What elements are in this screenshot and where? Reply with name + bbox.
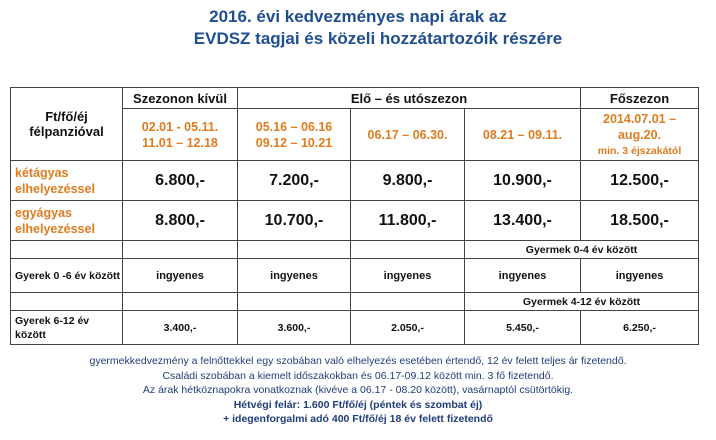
child-0-6-value: ingyenes — [351, 259, 465, 293]
child-0-6-label: Gyerek 0 -6 év között — [11, 259, 123, 293]
table-row-single — [11, 201, 699, 241]
single-price: 8.800,- — [123, 201, 238, 241]
child-0-6-value: ingyenes — [123, 259, 238, 293]
double-price: 7.200,- — [238, 161, 351, 201]
child-6-12-value: 2.050,- — [351, 311, 465, 345]
period-1: 02.01 - 05.11. 11.01 – 12.18 — [123, 109, 238, 161]
child-6-12-value: 3.600,- — [238, 311, 351, 345]
child-6-12-label: Gyerek 6-12 év között — [11, 311, 123, 345]
table-row-child-4-12-header — [11, 293, 699, 311]
double-price: 12.500,- — [581, 161, 699, 201]
double-price: 6.800,- — [123, 161, 238, 201]
child-6-12-value: 5.450,- — [465, 311, 581, 345]
period-3: 06.17 – 06.30. — [351, 109, 465, 161]
child-0-4-header: Gyermek 0-4 év között — [465, 241, 699, 259]
period-4: 08.21 – 09.11. — [465, 109, 581, 161]
footer-notes — [0, 354, 716, 427]
child-0-6-value: ingyenes — [238, 259, 351, 293]
child-6-12-value: 6.250,- — [581, 311, 699, 345]
single-price: 11.800,- — [351, 201, 465, 241]
page-title — [0, 6, 716, 50]
footer-note: Az árak hétköznapokra vonatkoznak (kivéve a 06.17 - 08.20 között), vasárnaptól csütörtökig. — [142, 384, 574, 396]
title-line-2: EVDSZ tagjai és közeli hozzátartozóik részére — [193, 29, 563, 48]
weekend-surcharge-note: Hétvégi felár: 1.600 Ft/fő/éj (péntek és szombat éj) — [233, 398, 483, 411]
double-price: 9.800,- — [351, 161, 465, 201]
season-pre-post-header: Elő – és utószezon — [238, 88, 581, 109]
double-room-label: kétágyas elhelyezéssel — [11, 161, 123, 201]
child-4-12-header: Gyermek 4-12 év között — [465, 293, 699, 311]
child-0-6-value: ingyenes — [465, 259, 581, 293]
table-corner-label: Ft/fő/éj félpanzióval — [11, 88, 123, 161]
child-6-12-value: 3.400,- — [123, 311, 238, 345]
single-price: 18.500,- — [581, 201, 699, 241]
single-price: 10.700,- — [238, 201, 351, 241]
child-0-6-value: ingyenes — [581, 259, 699, 293]
tourist-tax-note: + idegenforgalmi adó 400 Ft/fő/éj 18 év felett fizetendő — [223, 413, 493, 425]
season-main-header: Főszezon — [581, 88, 699, 109]
footer-note: Családi szobában a kiemelt időszakokban és 06.17-09.12 között min. 3 fő fizetendő. — [162, 369, 554, 382]
double-price: 10.900,- — [465, 161, 581, 201]
table-row-double — [11, 161, 699, 201]
period-5: 2014.07.01 – aug.20. min. 3 éjszakától — [581, 109, 699, 161]
period-2: 05.16 – 06.16 09.12 – 10.21 — [238, 109, 351, 161]
price-table — [10, 87, 699, 345]
single-room-label: egyágyas elhelyezéssel — [11, 201, 123, 241]
title-line-1: 2016. évi kedvezményes napi árak az — [209, 7, 507, 26]
table-row-child-0-4-header — [11, 241, 699, 259]
season-off-header: Szezonon kívül — [123, 88, 238, 109]
single-price: 13.400,- — [465, 201, 581, 241]
footer-note: gyermekkedvezmény a felnőttekkel egy szobában való elhelyezés esetében értendő, 12 év felett teljes ár fizetendő. — [89, 355, 627, 367]
period-5-note: min. 3 éjszakától — [597, 144, 682, 157]
table-row-child-0-6 — [11, 259, 699, 293]
table-row-child-6-12 — [11, 311, 699, 345]
